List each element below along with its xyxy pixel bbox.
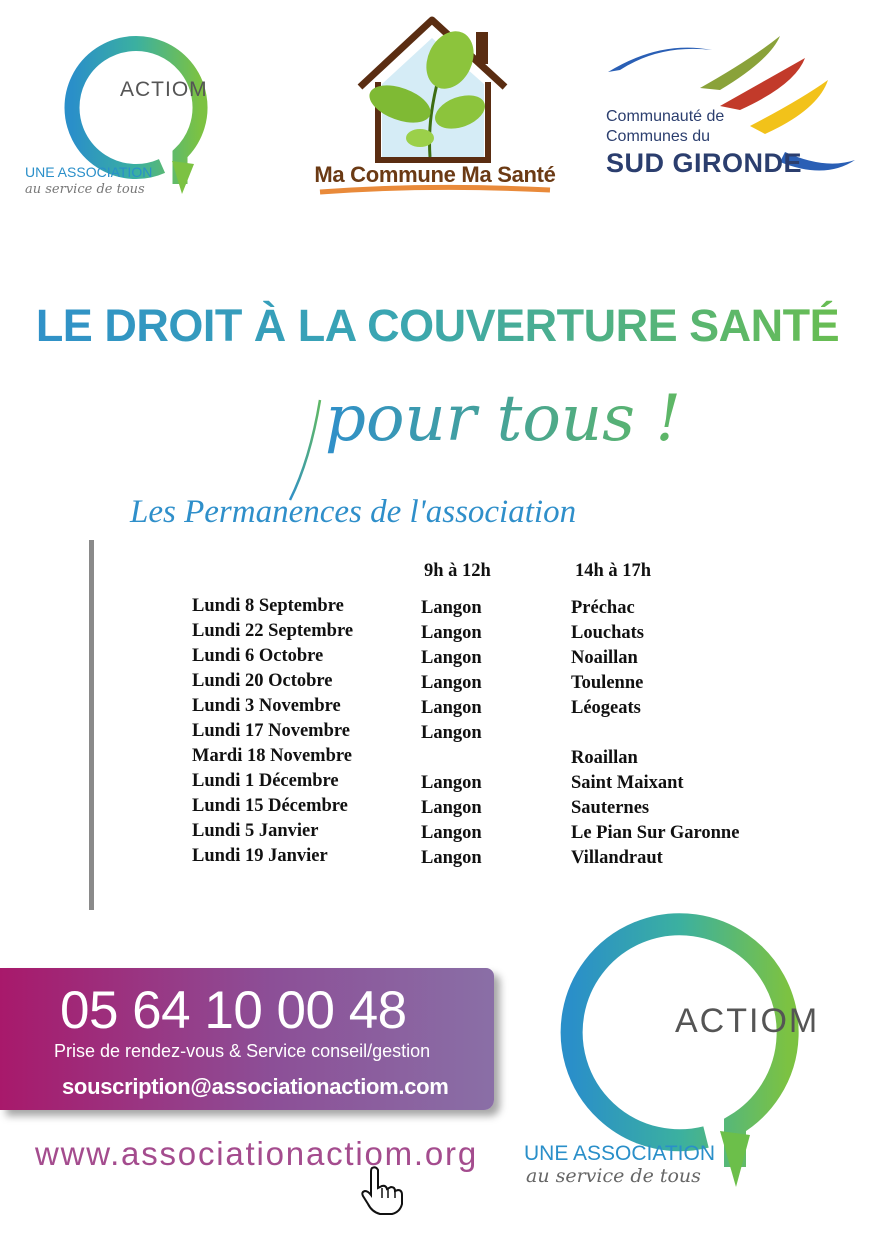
row-morning: Langon xyxy=(421,798,482,818)
row-afternoon: Sauternes xyxy=(571,798,650,818)
website-link[interactable]: www.associationactiom.org xyxy=(35,1135,478,1172)
schedule-row xyxy=(0,771,875,796)
header-morning: 9h à 12h xyxy=(424,561,491,581)
row-date: Lundi 1 Décembre xyxy=(192,771,339,791)
service-line: au service de tous xyxy=(25,182,145,197)
row-morning: Langon xyxy=(421,823,482,843)
schedule-row xyxy=(0,646,875,671)
service-description: Prise de rendez-vous & Service conseil/gestion xyxy=(54,1041,431,1061)
ccsg-line3: SUD GIRONDE xyxy=(606,148,803,178)
row-afternoon: Roaillan xyxy=(571,748,638,768)
row-afternoon: Préchac xyxy=(571,598,635,618)
schedule-row xyxy=(0,846,875,871)
schedule-row xyxy=(0,671,875,696)
row-morning: Langon xyxy=(421,773,482,793)
row-morning: Langon xyxy=(421,723,482,743)
row-date: Lundi 5 Janvier xyxy=(192,821,319,841)
row-date: Mardi 18 Novembre xyxy=(192,746,352,766)
row-morning: Langon xyxy=(421,598,482,618)
row-morning: Langon xyxy=(421,673,482,693)
ma-commune-ma-sante-text: Ma Commune Ma Santé xyxy=(314,162,556,187)
ccsg-line1: Communauté de xyxy=(606,108,725,125)
association-line: UNE ASSOCIATION xyxy=(524,1142,715,1165)
header-afternoon: 14h à 17h xyxy=(575,561,652,581)
ccsg-line2: Communes du xyxy=(606,128,711,145)
row-date: Lundi 15 Décembre xyxy=(192,796,348,816)
row-date: Lundi 20 Octobre xyxy=(192,671,333,691)
actiom-logo-large xyxy=(520,905,875,1195)
row-morning: Langon xyxy=(421,698,482,718)
ma-commune-ma-sante-logo xyxy=(300,12,565,202)
schedule-row xyxy=(0,596,875,621)
row-afternoon: Noaillan xyxy=(571,648,638,668)
schedule-row xyxy=(0,621,875,646)
row-morning: Langon xyxy=(421,648,482,668)
row-morning: Langon xyxy=(421,848,482,868)
schedule-row xyxy=(0,746,875,771)
row-afternoon: Toulenne xyxy=(571,673,644,693)
actiom-logo-small xyxy=(22,14,252,204)
schedule-row xyxy=(0,696,875,721)
sud-gironde-logo xyxy=(600,30,860,190)
row-date: Lundi 22 Septembre xyxy=(192,621,354,641)
actiom-wordmark: ACTIOM xyxy=(675,1002,820,1040)
row-afternoon: Léogeats xyxy=(571,698,641,718)
row-date: Lundi 6 Octobre xyxy=(192,646,324,666)
actiom-wordmark: ACTIOM xyxy=(120,78,208,101)
phone-number[interactable]: 05 64 10 00 48 xyxy=(60,981,407,1040)
email-link[interactable]: souscription@associationactiom.com xyxy=(62,1074,449,1099)
row-afternoon: Saint Maixant xyxy=(571,773,684,793)
row-date: Lundi 19 Janvier xyxy=(192,846,328,866)
association-line: UNE ASSOCIATION xyxy=(25,164,153,180)
row-date: Lundi 17 Novembre xyxy=(192,721,350,741)
schedule-row xyxy=(0,796,875,821)
pour-tous-text: pour tous ! xyxy=(325,382,682,456)
pour-tous-script xyxy=(280,360,780,510)
row-afternoon: Le Pian Sur Garonne xyxy=(571,823,740,843)
schedule-row xyxy=(0,721,875,746)
service-line: au service de tous xyxy=(526,1165,701,1187)
permanences-title: Les Permanences de l'association xyxy=(130,494,577,530)
row-afternoon: Louchats xyxy=(571,623,644,643)
row-morning: Langon xyxy=(421,623,482,643)
row-date: Lundi 8 Septembre xyxy=(192,596,344,616)
schedule-row xyxy=(0,821,875,846)
main-title: LE DROIT À LA COUVERTURE SANTÉ xyxy=(0,300,875,352)
row-date: Lundi 3 Novembre xyxy=(192,696,341,716)
row-afternoon: Villandraut xyxy=(571,848,663,868)
pointing-hand-icon xyxy=(360,1166,406,1216)
